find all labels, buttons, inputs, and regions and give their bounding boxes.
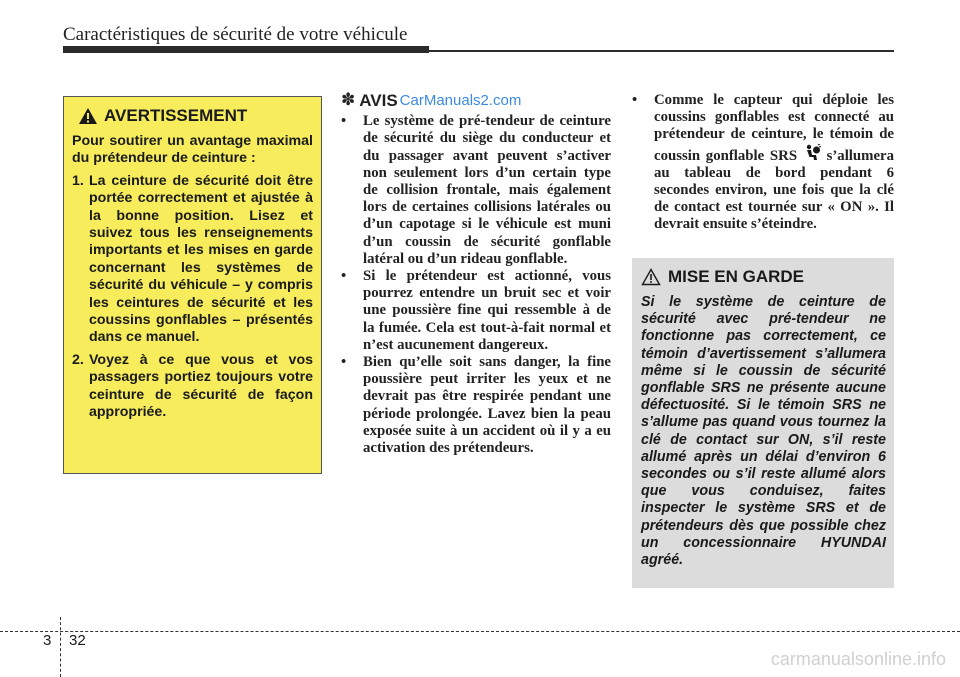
warning-item [72,173,313,347]
asterisk-icon: ✽ [341,90,356,110]
footer-divider [60,617,61,677]
notice-title: AVIS [359,91,398,110]
caution-text: Si le système de ceinture de sécurité avec pré-tendeur ne fonctionne pas correctement, ce témoin d’avertissement s’allumera même si le coussin de sécurité gonflable SRS ne présente aucune défectuosité. Si le témoin SRS ne s’allume pas quand vous tournez la clé de contact sur ON, s’il reste allumé après un délai d’environ 6 secondes ou s’il reste allumé alors que vous conduisez, faites inspecter le système SRS et de prétendeurs dès que possible chez un concessionnaire HYUNDAI agréé. [641,294,886,569]
page-header-title: Caractéristiques de sécurité de votre véhicule [63,24,408,45]
warning-title: AVERTISSEMENT [104,106,248,126]
notice-bullet-text: Bien qu’elle soit sans danger, la fine poussière peut irriter les yeux et ne devrait pas être respirée pendant une période prolongée. Lavez bien la peau exposée suite à un accident où il y a eu activation des prétendeurs. [363,354,611,457]
notice-bullet: • Comme le capteur qui déploie les coussins gonflables est connecté au prétendeur de ceinture, le témoin de coussin gonflable SRS s’allumera au tableau de bord pendant 6 secondes environ, une fois que la clé de contact est tournée sur « ON ». Il devrait ensuite s’éteindre. [632,92,895,233]
airbag-warning-icon [803,144,821,162]
warning-box [63,96,322,474]
caution-title-row [641,268,886,286]
header-rule-thin [429,50,894,52]
notice-bullet: • Le système de pré-tendeur de ceinture de sécurité du siège du conducteur et du passager avant peuvent s’activer non seulement lors d’un certain type de collision frontale, mais également lors de certaines collisions latérales ou d’un capotage si le véhicule est muni d’un coussin de sécurité gonflable latéral ou d’un rideau gonflable. [341,113,611,267]
caution-title: MISE EN GARDE [668,267,805,287]
notice-bullet-list [341,113,611,457]
header-rule-thick [63,46,429,53]
notice-bullet-text: Si le prétendeur est actionné, vous pourrez entendre un bruit sec et voir une poussière fine qui ressemble à de la fumée. Cela est tout-à-fait normal et n’est aucunement dangereux. [363,268,611,353]
notice-heading [341,92,611,109]
warning-item-number: 1. [72,172,84,189]
notice-continued [632,92,894,234]
notice-bullet: • Bien qu’elle soit sans danger, la fine poussière peut irriter les yeux et ne devrait pas être respirée pendant une période prolongée. Lavez bien la peau exposée suite à un accident où il y a eu activation des prétendeurs. [341,354,611,457]
caution-box [632,258,894,588]
notice-bullet-text: Le système de pré-tendeur de ceinture de sécurité du siège du conducteur et du passager avant peuvent s’activer non seulement lors d’un certain type de collision frontale, mais également lors de certaines collisions latérales ou d’un capotage si le véhicule est muni d’un coussin de sécurité gonflable latéral ou d’un rideau gonflable. [363,113,611,267]
warning-item [72,352,313,422]
warning-item-text: Voyez à ce que vous et vos passagers portiez toujours votre ceinture de sécurité de façon appropriée. [89,351,313,421]
warning-item-number: 2. [72,351,84,368]
watermark-text: CarManuals2.com [399,92,522,109]
footer-rule [0,631,960,632]
notice-section [341,92,611,457]
warning-triangle-icon [78,107,98,125]
warning-intro: Pour soutirer un avantage maximal du prétendeur de ceinture : [72,133,313,167]
site-watermark: carmanualsonline.info [770,649,946,669]
notice-bullet-list-right [632,92,894,234]
caution-triangle-icon [641,268,661,286]
notice-bullet-text: Comme le capteur qui déploie les coussins gonflables est connecté au prétendeur de ceinture, le témoin de coussin gonflable SRS s’allumera au tableau de bord pendant 6 secondes environ, une fois que la clé de contact est tournée sur « ON ». Il devrait ensuite s’éteindre. [654,92,895,233]
warning-title-row [72,107,313,125]
warning-item-text: La ceinture de sécurité doit être portée correctement et ajustée à la bonne position. Lisez et suivez tous les renseignements importants et les mises en garde concernant les systèmes de sécurité du véhicule – y compris les ceintures de sécurité et les coussins gonflables – présentés dans ce manuel. [89,172,313,346]
notice-bullet: • Si le prétendeur est actionné, vous pourrez entendre un bruit sec et voir une poussière fine qui ressemble à de la fumée. Cela est tout-à-fait normal et n’est aucunement dangereux. [341,268,611,353]
section-number: 3 [43,632,52,649]
warning-list [72,173,313,422]
page-number: 32 [69,632,86,649]
